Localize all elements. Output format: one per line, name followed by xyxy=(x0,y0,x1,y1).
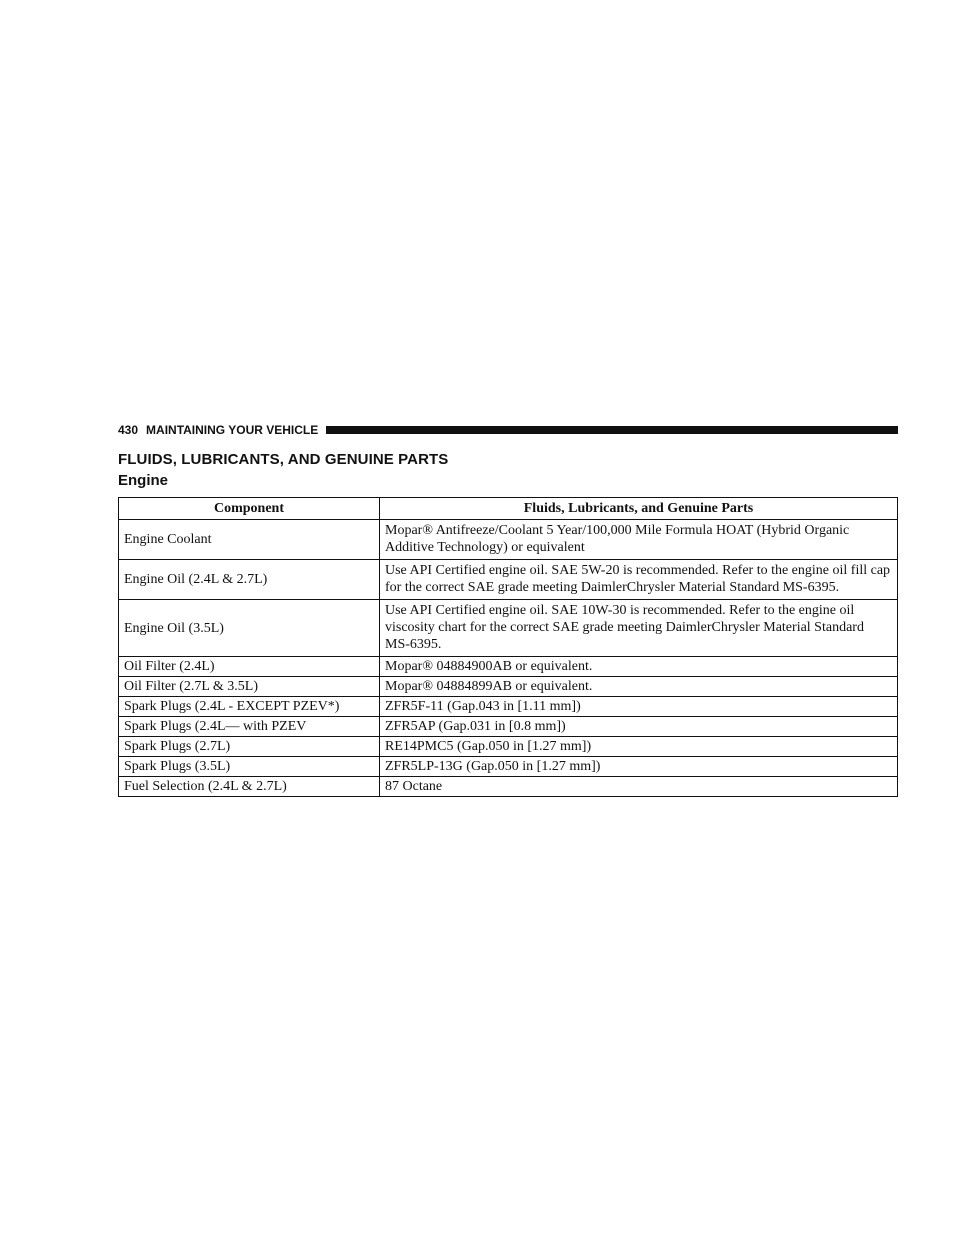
component-cell: Oil Filter (2.7L & 3.5L) xyxy=(119,677,380,697)
table-header-row xyxy=(119,498,898,520)
spec-cell: Mopar® 04884900AB or equivalent. xyxy=(380,657,898,677)
page-header xyxy=(118,420,898,440)
spec-cell: ZFR5AP (Gap.031 in [0.8 mm]) xyxy=(380,717,898,737)
table-row xyxy=(119,560,898,600)
table-row xyxy=(119,737,898,757)
spec-cell: Mopar® Antifreeze/Coolant 5 Year/100,000 Mile Formula HOAT (Hybrid Organic Additive Technology) or equivalent xyxy=(380,520,898,560)
component-cell: Fuel Selection (2.4L & 2.7L) xyxy=(119,777,380,797)
running-header-title: MAINTAINING YOUR VEHICLE xyxy=(146,423,319,437)
table-row xyxy=(119,717,898,737)
table-row xyxy=(119,520,898,560)
page-number: 430 xyxy=(118,423,139,437)
table-row xyxy=(119,657,898,677)
component-cell: Engine Oil (3.5L) xyxy=(119,600,380,657)
component-cell: Spark Plugs (2.7L) xyxy=(119,737,380,757)
spec-cell: Use API Certified engine oil. SAE 10W-30 is recommended. Refer to the engine oil viscosity chart for the correct SAE grade meeting DaimlerChrysler Material Standard MS-6395. xyxy=(380,600,898,657)
fluids-table xyxy=(118,497,898,797)
spec-cell: ZFR5F-11 (Gap.043 in [1.11 mm]) xyxy=(380,697,898,717)
table-row xyxy=(119,757,898,777)
component-cell: Engine Coolant xyxy=(119,520,380,560)
component-cell: Engine Oil (2.4L & 2.7L) xyxy=(119,560,380,600)
table-row xyxy=(119,600,898,657)
component-cell: Spark Plugs (2.4L - EXCEPT PZEV*) xyxy=(119,697,380,717)
component-cell: Spark Plugs (3.5L) xyxy=(119,757,380,777)
section-title: FLUIDS, LUBRICANTS, AND GENUINE PARTS xyxy=(118,451,449,468)
column-header-fluids: Fluids, Lubricants, and Genuine Parts xyxy=(380,498,898,520)
spec-cell: ZFR5LP-13G (Gap.050 in [1.27 mm]) xyxy=(380,757,898,777)
spec-cell: RE14PMC5 (Gap.050 in [1.27 mm]) xyxy=(380,737,898,757)
spec-cell: Use API Certified engine oil. SAE 5W-20 is recommended. Refer to the engine oil fill cap for the correct SAE grade meeting DaimlerChrysler Material Standard MS-6395. xyxy=(380,560,898,600)
subsection-title: Engine xyxy=(118,472,169,489)
component-cell: Oil Filter (2.4L) xyxy=(119,657,380,677)
header-rule xyxy=(326,426,898,434)
spec-cell: 87 Octane xyxy=(380,777,898,797)
spec-cell: Mopar® 04884899AB or equivalent. xyxy=(380,677,898,697)
table-row xyxy=(119,777,898,797)
component-cell: Spark Plugs (2.4L— with PZEV xyxy=(119,717,380,737)
table-row xyxy=(119,677,898,697)
column-header-component: Component xyxy=(119,498,380,520)
table-row xyxy=(119,697,898,717)
